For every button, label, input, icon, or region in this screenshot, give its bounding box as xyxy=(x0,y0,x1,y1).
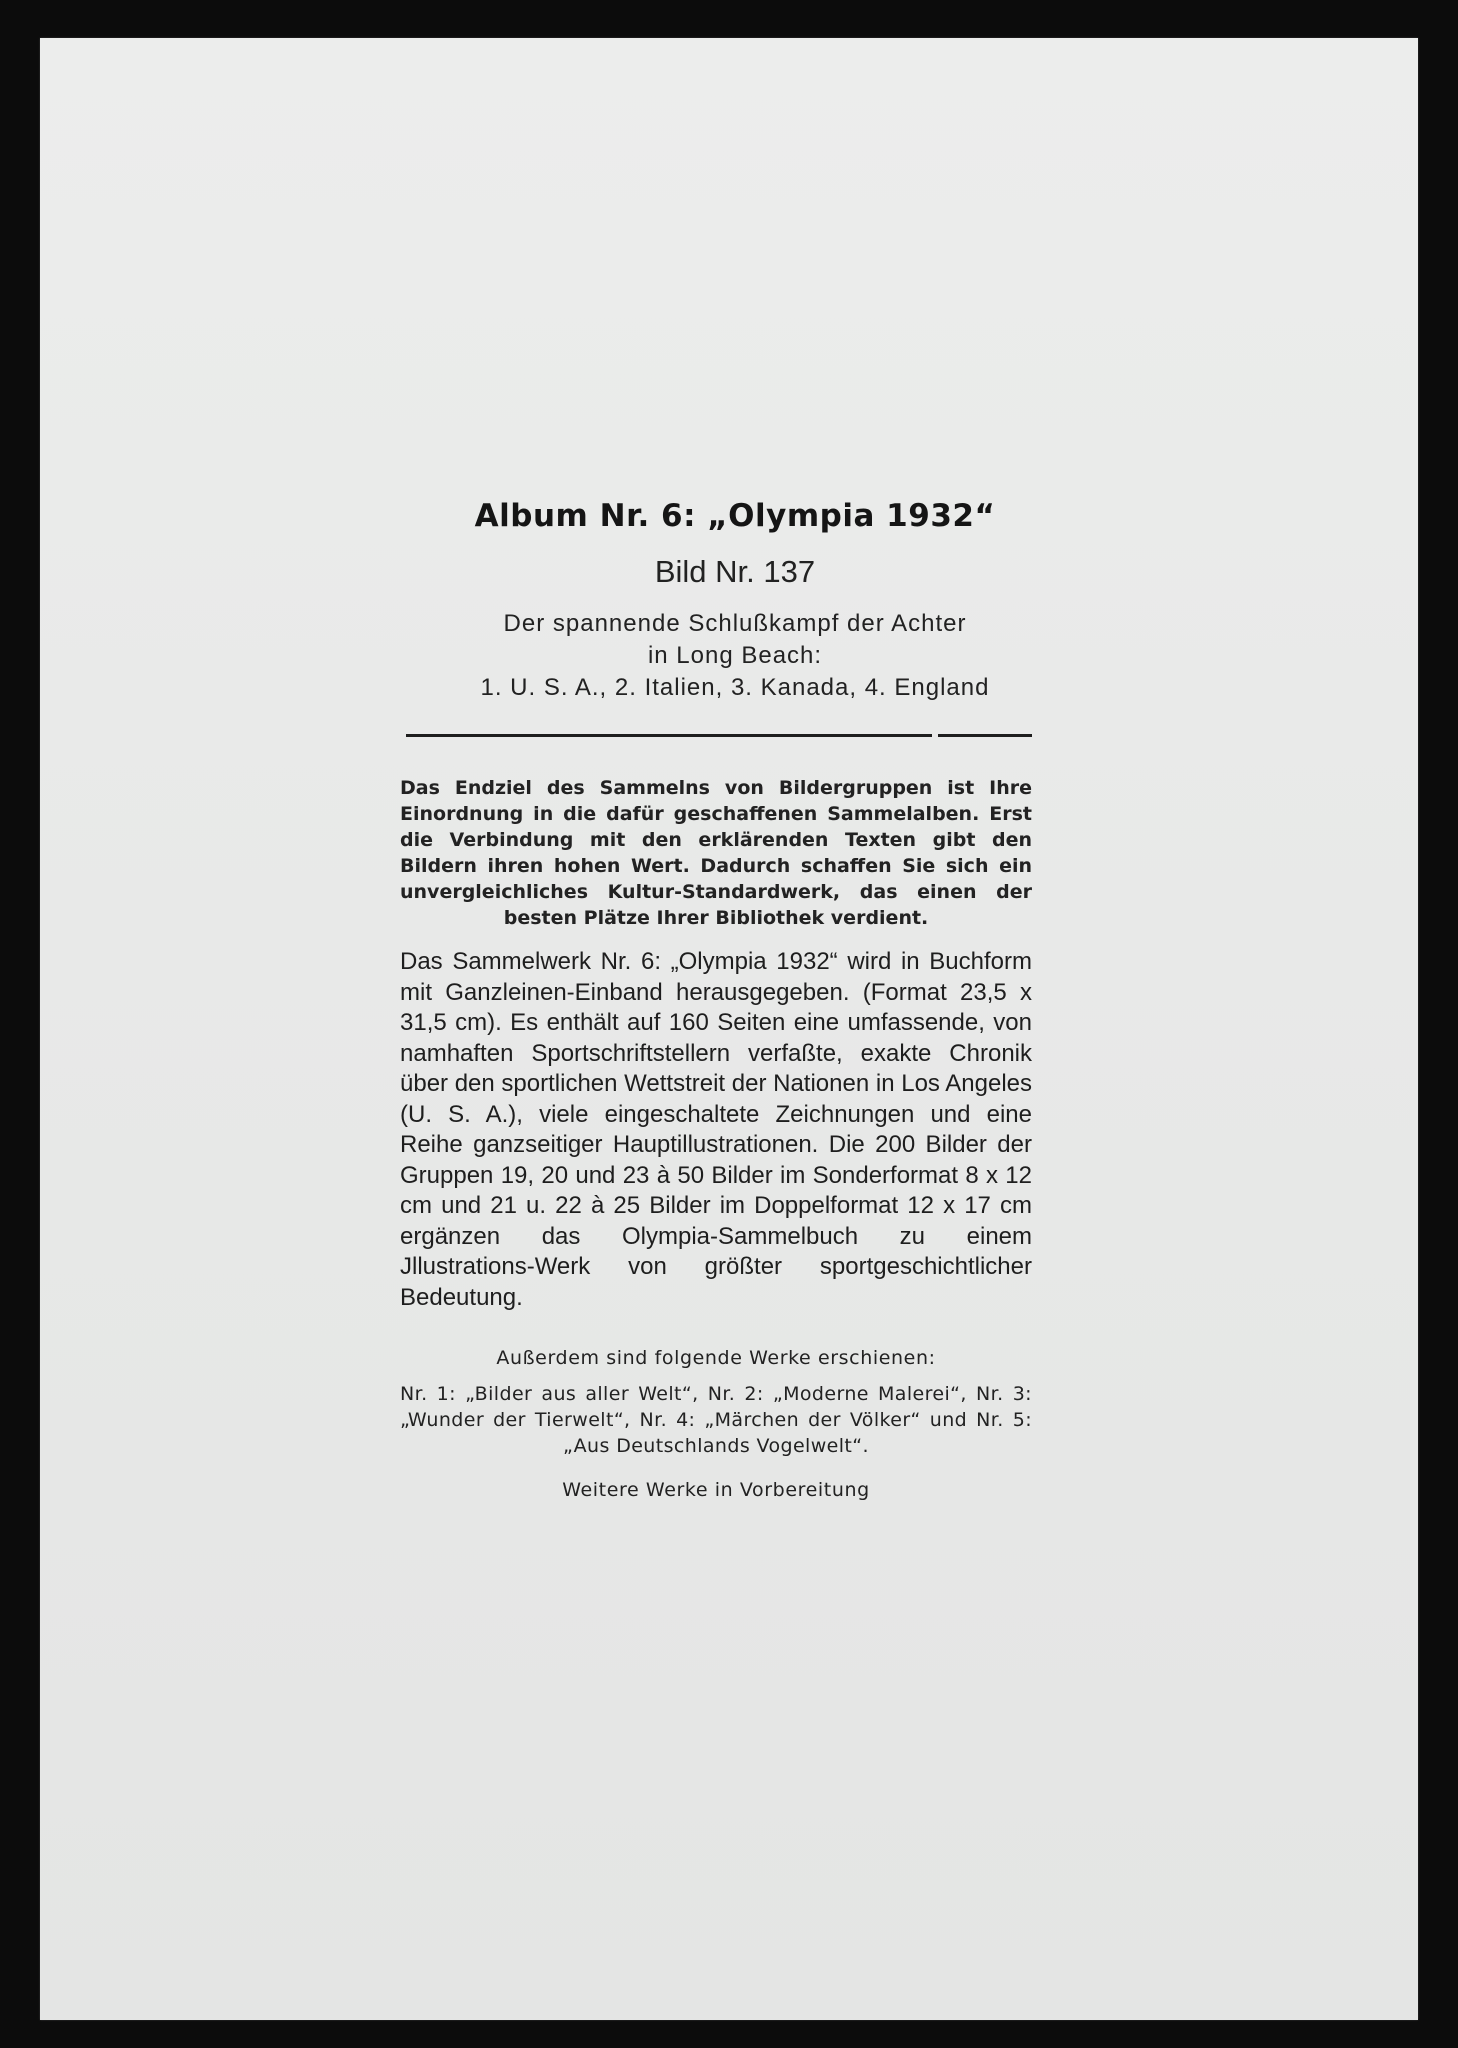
divider-rule xyxy=(406,734,1032,737)
also-published-list: Nr. 1: „Bilder aus aller Welt“, Nr. 2: „Moderne Malerei“, Nr. 3: „Wunder der Tierwelt“, Nr. 4: „Märchen der Völker“ und Nr. 5: „Aus Deutschlands Vogelwelt“. xyxy=(400,1383,1032,1457)
card-text-block xyxy=(400,458,1070,1501)
card-back xyxy=(40,38,1418,2020)
album-description-paragraph: Das Sammelwerk Nr. 6: „Olympia 1932“ wird in Buchform mit Ganzleinen-Einband herausgegeben. (Format 23,5 x 31,5 cm). Es enthält auf 160 Seiten eine umfassende, von namhaften Sportschriftstellern verfaßte, exakte Chronik über den sportlichen Wettstreit der Nationen in Los Angeles (U. S. A.), viele eingeschaltete Zeichnungen und eine Reihe ganzseitiger Hauptillustrationen. Die 200 Bilder der Gruppen 19, 20 und 23 à 50 Bilder im Sonderformat 8 x 12 cm und 21 u. 22 à 25 Bilder im Doppelformat 12 x 17 cm ergänzen das Olympia-Sammelbuch zu einem Jllustrations-Werk von größter sportgeschichtlicher Bedeutung. xyxy=(400,948,1032,1311)
more-works-note: Weitere Werke in Vorbereitung xyxy=(562,1479,870,1501)
collecting-info-paragraph: Das Endziel des Sammelns von Bildergruppen ist Ihre Einordnung in die dafür geschaffenen Sammelalben. Erst die Verbindung mit den erklärenden Texten gibt den Bildern ihren hohen Wert. Dadurch schaffen Sie sich ein unvergleichliches Kultur-Standardwerk, das einen der besten Plätze Ihrer Bibliothek verdient. xyxy=(400,777,1032,929)
divider-segment-short xyxy=(938,734,1032,737)
picture-caption xyxy=(400,608,1070,704)
picture-number: Bild Nr. 137 xyxy=(654,554,816,589)
caption-results: 1. U. S. A., 2. Italien, 3. Kanada, 4. England xyxy=(480,674,990,701)
album-title: Album Nr. 6: „Olympia 1932“ xyxy=(474,498,996,534)
caption-line-1: Der spannende Schlußkampf der Achter xyxy=(503,610,967,637)
also-published-heading: Außerdem sind folgende Werke erschienen: xyxy=(496,1347,936,1369)
caption-line-2: in Long Beach: xyxy=(647,642,823,669)
divider-segment-long xyxy=(406,734,932,737)
